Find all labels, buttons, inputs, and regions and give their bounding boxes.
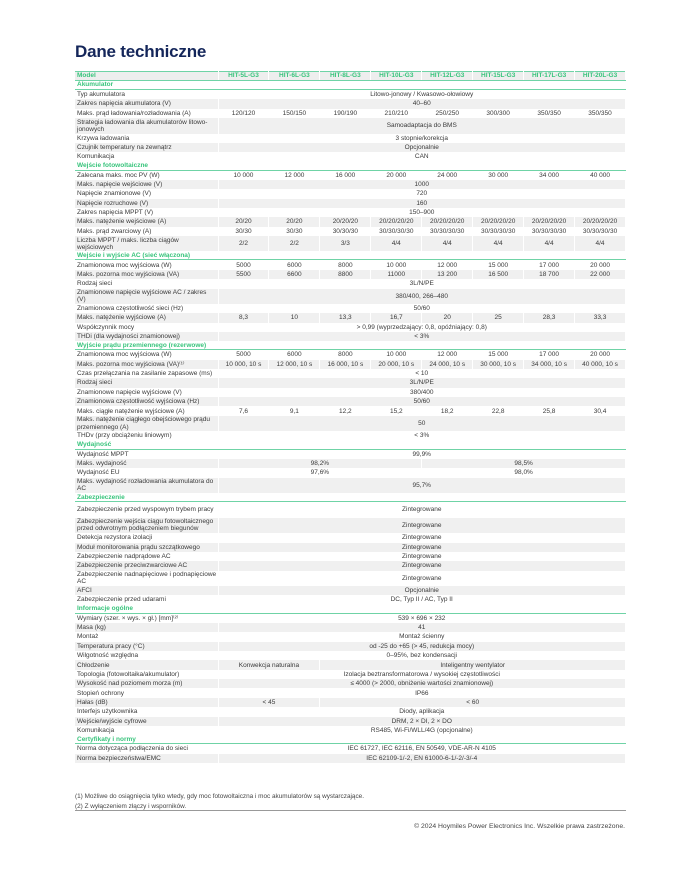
spec-value: 3L/N/PE bbox=[218, 378, 626, 387]
spec-row bbox=[75, 152, 626, 161]
spec-value: Zintegrowane bbox=[218, 502, 626, 518]
spec-value: 350/350 bbox=[575, 109, 626, 118]
spec-value: 30/30/30/30 bbox=[524, 227, 575, 236]
spec-value: Montaż ścienny bbox=[218, 632, 626, 641]
spec-value: 8,3 bbox=[218, 313, 269, 322]
spec-value: 50 bbox=[218, 416, 626, 432]
spec-value: 20/20/20/20 bbox=[371, 217, 422, 226]
spec-value: Izolacja beztransformatorowa / wysokiej częstotliwości bbox=[218, 670, 626, 679]
spec-row bbox=[75, 332, 626, 341]
spec-label: Maks. napięcie wejściowe (V) bbox=[75, 180, 218, 189]
footnote: (2) Z wyłączeniem złączy i wsporników. bbox=[75, 803, 187, 810]
spec-row bbox=[75, 109, 626, 118]
spec-label: Stopień ochrony bbox=[75, 688, 218, 697]
spec-label: Zabezpieczenie przed wyspowym trybem pracy bbox=[75, 502, 218, 518]
spec-value: 16,7 bbox=[371, 313, 422, 322]
spec-row bbox=[75, 651, 626, 660]
spec-value: 40 000, 10 s bbox=[575, 360, 626, 369]
spec-label: Czas przełączania na zasilanie zapasowe (ms) bbox=[75, 369, 218, 378]
spec-value: 30/30 bbox=[218, 227, 269, 236]
spec-row bbox=[75, 613, 626, 623]
spec-value: 10 000 bbox=[371, 260, 422, 270]
spec-row bbox=[75, 208, 626, 217]
spec-value: 12,2 bbox=[320, 406, 371, 415]
spec-value: 10 000, 10 s bbox=[218, 360, 269, 369]
spec-label: THDv (przy obciążeniu liniowym) bbox=[75, 431, 218, 440]
spec-label: Chłodzenie bbox=[75, 660, 218, 669]
spec-row bbox=[75, 313, 626, 322]
spec-value: 16 000 bbox=[320, 170, 371, 180]
spec-label: Maks. ciągłe natężenie wyjściowe (A) bbox=[75, 406, 218, 415]
spec-value: 30/30/30/30 bbox=[473, 227, 524, 236]
copyright: © 2024 Hoymiles Power Electronics Inc. Wszelkie prawa zastrzeżone. bbox=[414, 823, 625, 830]
spec-value: 8800 bbox=[320, 270, 371, 279]
spec-label: Maks. wydajność bbox=[75, 459, 218, 468]
spec-value: 4/4 bbox=[371, 236, 422, 252]
spec-value: 30/30/30/30 bbox=[371, 227, 422, 236]
footnote: (1) Możliwe do osiągnięcia tylko wtedy, gdy moc fotowoltaiczna i moc akumulatorów są wystarczające. bbox=[75, 793, 364, 800]
spec-value: 15 000 bbox=[473, 260, 524, 270]
spec-label: Masa (kg) bbox=[75, 623, 218, 632]
spec-row bbox=[75, 118, 626, 134]
spec-value: 10 000 bbox=[371, 350, 422, 360]
spec-value: 98,0% bbox=[422, 468, 626, 477]
spec-label: Współczynnik mocy bbox=[75, 323, 218, 332]
spec-row bbox=[75, 406, 626, 415]
spec-row bbox=[75, 698, 626, 707]
section-header-row bbox=[75, 735, 626, 744]
spec-value: 41 bbox=[218, 623, 626, 632]
spec-label: Znamionowa częstotliwość wyjściowa (Hz) bbox=[75, 397, 218, 406]
spec-value: 6600 bbox=[269, 270, 320, 279]
spec-row bbox=[75, 660, 626, 669]
spec-row bbox=[75, 744, 626, 754]
spec-label: Napięcie znamionowe (V) bbox=[75, 189, 218, 198]
spec-value: 18 700 bbox=[524, 270, 575, 279]
spec-value: < 45 bbox=[218, 698, 320, 707]
footnotes bbox=[75, 792, 364, 812]
spec-value: 24 000 bbox=[422, 170, 473, 180]
model-name: HIT-5L-G3 bbox=[218, 72, 269, 81]
spec-label: Znamionowe napięcie wyjściowe AC / zakres (V) bbox=[75, 289, 218, 305]
spec-row bbox=[75, 323, 626, 332]
spec-value: 6000 bbox=[269, 260, 320, 270]
spec-row bbox=[75, 304, 626, 313]
model-name: HIT-10L-G3 bbox=[371, 72, 422, 81]
spec-value: 97,6% bbox=[218, 468, 422, 477]
spec-value: 380/400 bbox=[218, 388, 626, 397]
spec-value: 3/3 bbox=[320, 236, 371, 252]
spec-value: Zintegrowane bbox=[218, 518, 626, 534]
model-header-label: Model bbox=[75, 72, 218, 81]
spec-value: < 3% bbox=[218, 332, 626, 341]
spec-label: Maks. natężenie wejściowe (A) bbox=[75, 217, 218, 226]
spec-value: 4/4 bbox=[473, 236, 524, 252]
spec-label: Zabezpieczenie przed udarami bbox=[75, 595, 218, 604]
spec-value: 25 bbox=[473, 313, 524, 322]
spec-value: 30/30 bbox=[269, 227, 320, 236]
spec-value: 2/2 bbox=[269, 236, 320, 252]
spec-label: Strategia ładowania dla akumulatorów litowo-jonowych bbox=[75, 118, 218, 134]
spec-value: Zintegrowane bbox=[218, 571, 626, 587]
spec-value: IEC 61727, IEC 62116, EN 50549, VDE-AR-N 4105 bbox=[218, 744, 626, 754]
spec-label: Zabezpieczenie wejścia ciągu fotowoltaicznego przed odwrotnym podłączeniem biegunów bbox=[75, 518, 218, 534]
spec-label: Komunikacja bbox=[75, 152, 218, 161]
spec-value: 12 000, 10 s bbox=[269, 360, 320, 369]
spec-label: Maks. natężenie wyjściowe (A) bbox=[75, 313, 218, 322]
spec-value: 4/4 bbox=[575, 236, 626, 252]
section-header-row bbox=[75, 162, 626, 171]
spec-value: 20/20 bbox=[218, 217, 269, 226]
spec-label: Rodzaj sieci bbox=[75, 378, 218, 387]
spec-value: 17 000 bbox=[524, 260, 575, 270]
spec-value: 20/20/20 bbox=[320, 217, 371, 226]
spec-row bbox=[75, 459, 626, 468]
spec-value: 17 000 bbox=[524, 350, 575, 360]
section-header-row bbox=[75, 341, 626, 350]
spec-label: Wysokość nad poziomem morza (m) bbox=[75, 679, 218, 688]
spec-label: Zabezpieczenie nadnapięciowe i podnapięciowe AC bbox=[77, 571, 217, 586]
spec-value: 15 000 bbox=[473, 350, 524, 360]
spec-value: Samoadaptacja do BMS bbox=[218, 118, 626, 134]
model-name: HIT-17L-G3 bbox=[524, 72, 575, 81]
spec-value: 4/4 bbox=[524, 236, 575, 252]
spec-value: 7,6 bbox=[218, 406, 269, 415]
spec-value: Zintegrowane bbox=[218, 533, 626, 542]
spec-label: Maks. prąd ładowania/rozładowania (A) bbox=[75, 109, 218, 118]
spec-value: 20 000, 10 s bbox=[371, 360, 422, 369]
spec-row bbox=[75, 378, 626, 387]
spec-label: Topologia (fotowoltaika/akumulator) bbox=[75, 670, 218, 679]
spec-row bbox=[75, 416, 626, 432]
spec-value: 120/120 bbox=[218, 109, 269, 118]
model-name: HIT-20L-G3 bbox=[575, 72, 626, 81]
spec-row bbox=[75, 199, 626, 208]
section-title: Akumulator bbox=[75, 81, 626, 90]
spec-row bbox=[75, 632, 626, 641]
spec-value: 15,2 bbox=[371, 406, 422, 415]
spec-label: Wydajność MPPT bbox=[75, 449, 218, 459]
spec-value: Opcjonalnie bbox=[218, 143, 626, 152]
spec-value: Diody, aplikacja bbox=[218, 707, 626, 716]
spec-value: 50/60 bbox=[218, 397, 626, 406]
spec-row bbox=[75, 726, 626, 735]
spec-value: Litowo-jonowy / Kwasowo-ołowiowy bbox=[218, 90, 626, 100]
spec-value: 20 000 bbox=[371, 170, 422, 180]
spec-label: Wydajność EU bbox=[75, 468, 218, 477]
spec-value: od -25 do +65 (> 45, redukcja mocy) bbox=[218, 642, 626, 651]
spec-row bbox=[75, 679, 626, 688]
spec-value: Konwekcja naturalna bbox=[218, 660, 320, 669]
spec-value: 98,5% bbox=[422, 459, 626, 468]
spec-value: 30/30/30/30 bbox=[422, 227, 473, 236]
spec-label: AFCI bbox=[75, 586, 218, 595]
section-header-row bbox=[75, 441, 626, 450]
spec-label: Znamionowa moc wyjściowa (W) bbox=[75, 260, 218, 270]
section-title: Wydajność bbox=[75, 441, 626, 450]
spec-row bbox=[75, 90, 626, 100]
spec-row bbox=[75, 586, 626, 595]
spec-label: Norma bezpieczeństwa/EMC bbox=[75, 754, 218, 763]
section-title: Wejście i wyjście AC (sieć włączona) bbox=[75, 251, 626, 260]
model-name: HIT-6L-G3 bbox=[269, 72, 320, 81]
spec-label: Montaż bbox=[75, 632, 218, 641]
spec-label: Znamionowa moc wyjściowa (W) bbox=[75, 350, 218, 360]
spec-row bbox=[75, 227, 626, 236]
spec-value: 10 bbox=[269, 313, 320, 322]
spec-value: 24 000, 10 s bbox=[422, 360, 473, 369]
footer-divider bbox=[75, 810, 626, 811]
spec-value: 95,7% bbox=[218, 478, 626, 494]
spec-row bbox=[75, 478, 626, 494]
spec-label: Maks. prąd zwarciowy (A) bbox=[75, 227, 218, 236]
spec-value: 1000 bbox=[218, 180, 626, 189]
spec-label: Liczba MPPT / maks. liczba ciągów wejściowych bbox=[75, 236, 218, 252]
spec-value: 28,3 bbox=[524, 313, 575, 322]
spec-value: CAN bbox=[218, 152, 626, 161]
spec-value: 30/30/30/30 bbox=[575, 227, 626, 236]
spec-label: Temperatura pracy (°C) bbox=[75, 642, 218, 651]
spec-label: Napięcie rozruchowe (V) bbox=[75, 199, 218, 208]
model-header-row bbox=[75, 72, 626, 81]
section-header-row bbox=[75, 493, 626, 502]
spec-value: DRM, 2 × DI, 2 × DO bbox=[218, 717, 626, 726]
spec-value: 20/20/20/20 bbox=[524, 217, 575, 226]
spec-label: Norma dotycząca podłączenia do sieci bbox=[75, 744, 218, 754]
spec-value: > 0,99 (wyprzedzający: 0,8, opóźniający: 0,8) bbox=[218, 323, 626, 332]
spec-value: 16 000, 10 s bbox=[320, 360, 371, 369]
section-header-row bbox=[75, 251, 626, 260]
spec-label: Znamionowe napięcie wyjściowe (V) bbox=[75, 388, 218, 397]
spec-label: Typ akumulatora bbox=[75, 90, 218, 100]
spec-row bbox=[75, 543, 626, 552]
spec-value: 3L/N/PE bbox=[218, 279, 626, 288]
spec-row bbox=[75, 369, 626, 378]
spec-row bbox=[75, 397, 626, 406]
spec-row bbox=[75, 170, 626, 180]
spec-label: Detekcja rezystora izolacji bbox=[75, 533, 218, 542]
spec-value: IEC 62109-1/-2, EN 61000-6-1/-2/-3/-4 bbox=[218, 754, 626, 763]
spec-row bbox=[75, 99, 626, 108]
section-title: Certyfikaty i normy bbox=[75, 735, 626, 744]
spec-label: Wejście/wyjście cyfrowe bbox=[75, 717, 218, 726]
spec-row bbox=[75, 217, 626, 226]
spec-row bbox=[75, 468, 626, 477]
spec-value: 3 stopnie/korekcja bbox=[218, 134, 626, 143]
spec-value: 6000 bbox=[269, 350, 320, 360]
spec-row bbox=[75, 180, 626, 189]
spec-row bbox=[75, 561, 626, 570]
model-name: HIT-12L-G3 bbox=[422, 72, 473, 81]
spec-value: 99,9% bbox=[218, 449, 626, 459]
spec-value: 210/210 bbox=[371, 109, 422, 118]
spec-label: Komunikacja bbox=[75, 726, 218, 735]
spec-value: 12 000 bbox=[269, 170, 320, 180]
spec-row bbox=[75, 533, 626, 542]
spec-value: 40 000 bbox=[575, 170, 626, 180]
spec-row bbox=[75, 754, 626, 763]
spec-value: 5500 bbox=[218, 270, 269, 279]
spec-value: 300/300 bbox=[473, 109, 524, 118]
spec-value: 16 500 bbox=[473, 270, 524, 279]
spec-value: 34 000, 10 s bbox=[524, 360, 575, 369]
spec-label: Znamionowa częstotliwość sieci (Hz) bbox=[75, 304, 218, 313]
spec-label: Interfejs użytkownika bbox=[75, 707, 218, 716]
spec-value: 5000 bbox=[218, 350, 269, 360]
spec-value: 150/150 bbox=[269, 109, 320, 118]
spec-label: Hałas (dB) bbox=[75, 698, 218, 707]
spec-label: Zabezpieczenie nadprądowe AC bbox=[75, 552, 218, 561]
spec-row bbox=[75, 688, 626, 697]
spec-value: 8000 bbox=[320, 260, 371, 270]
spec-row bbox=[75, 360, 626, 369]
spec-row bbox=[75, 707, 626, 716]
spec-value: 22 000 bbox=[575, 270, 626, 279]
spec-row bbox=[75, 134, 626, 143]
spec-row bbox=[75, 595, 626, 604]
page-title: Dane techniczne bbox=[75, 42, 207, 61]
spec-label: Zalecana maks. moc PV (W) bbox=[75, 170, 218, 180]
spec-label: Czujnik temperatury na zewnątrz bbox=[75, 143, 218, 152]
section-header-row bbox=[75, 605, 626, 614]
spec-value: < 3% bbox=[218, 431, 626, 440]
spec-value: Zintegrowane bbox=[218, 561, 626, 570]
spec-value: 150–900 bbox=[218, 208, 626, 217]
spec-row bbox=[75, 623, 626, 632]
spec-value: 9,1 bbox=[269, 406, 320, 415]
spec-value: 13,3 bbox=[320, 313, 371, 322]
spec-row bbox=[75, 260, 626, 270]
spec-label: Wilgotność względna bbox=[75, 651, 218, 660]
section-title: Zabezpieczenie bbox=[75, 493, 626, 502]
spec-value: 4/4 bbox=[422, 236, 473, 252]
section-title: Wyjście prądu przemiennego (rezerwowe) bbox=[75, 341, 626, 350]
spec-value: 25,8 bbox=[524, 406, 575, 415]
spec-value: 30,4 bbox=[575, 406, 626, 415]
spec-value: 160 bbox=[218, 199, 626, 208]
spec-value: Zintegrowane bbox=[218, 552, 626, 561]
spec-value: 250/250 bbox=[422, 109, 473, 118]
spec-row bbox=[75, 642, 626, 651]
spec-label: Maks. pozorna moc wyjściowa (VA)⁽¹⁾ bbox=[75, 360, 218, 369]
spec-label: Zakres napięcia MPPT (V) bbox=[75, 208, 218, 217]
spec-value: < 10 bbox=[218, 369, 626, 378]
spec-value: 8000 bbox=[320, 350, 371, 360]
spec-row bbox=[75, 518, 626, 534]
section-header-row bbox=[75, 81, 626, 90]
spec-value: 190/190 bbox=[320, 109, 371, 118]
spec-value: RS485, Wi-Fi/WLL/4G (opcjonalne) bbox=[218, 726, 626, 735]
spec-value: 5000 bbox=[218, 260, 269, 270]
spec-value: Inteligentny wentylator bbox=[320, 660, 626, 669]
spec-label: Moduł monitorowania prądu szczątkowego bbox=[75, 543, 218, 552]
spec-table-body bbox=[75, 72, 626, 763]
model-name: HIT-15L-G3 bbox=[473, 72, 524, 81]
spec-value: 20/20/20/20 bbox=[575, 217, 626, 226]
spec-label: THDi (dla wydajności znamionowej) bbox=[75, 332, 218, 341]
spec-value: 30/30/30 bbox=[320, 227, 371, 236]
spec-row bbox=[75, 431, 626, 440]
spec-row bbox=[75, 189, 626, 198]
spec-value: ≤ 4000 (> 2000, obniżenie wartości znamionowej) bbox=[218, 679, 626, 688]
spec-row bbox=[75, 350, 626, 360]
spec-value: 30 000, 10 s bbox=[473, 360, 524, 369]
spec-label: Maks. wydajność rozładowania akumulatora do AC bbox=[75, 478, 218, 494]
spec-label: Rodzaj sieci bbox=[75, 279, 218, 288]
spec-row bbox=[75, 449, 626, 459]
spec-row bbox=[75, 571, 626, 587]
spec-value: 12 000 bbox=[422, 260, 473, 270]
spec-row bbox=[75, 502, 626, 518]
spec-value: 720 bbox=[218, 189, 626, 198]
spec-label: Maks. natężenie ciągłego obejściowego prądu przemiennego (A) bbox=[75, 416, 218, 432]
spec-value: 380/400, 266–480 bbox=[218, 289, 626, 305]
spec-row bbox=[75, 670, 626, 679]
spec-value: 20/20/20/20 bbox=[422, 217, 473, 226]
spec-value: 10 000 bbox=[218, 170, 269, 180]
spec-value: 350/350 bbox=[524, 109, 575, 118]
spec-value: 22,8 bbox=[473, 406, 524, 415]
section-title: Informacje ogólne bbox=[75, 605, 626, 614]
spec-row bbox=[75, 552, 626, 561]
spec-value: 20 bbox=[422, 313, 473, 322]
spec-value: 20/20/20/20 bbox=[473, 217, 524, 226]
spec-value: 18,2 bbox=[422, 406, 473, 415]
spec-row bbox=[75, 236, 626, 252]
spec-row bbox=[75, 270, 626, 279]
spec-value: 539 × 696 × 232 bbox=[218, 613, 626, 623]
spec-value: 2/2 bbox=[218, 236, 269, 252]
spec-row bbox=[75, 289, 626, 305]
spec-label: Krzywa ładowania bbox=[75, 134, 218, 143]
spec-value: IP66 bbox=[218, 688, 626, 697]
spec-value: 11000 bbox=[371, 270, 422, 279]
model-name: HIT-8L-G3 bbox=[320, 72, 371, 81]
spec-label: Zakres napięcia akumulatora (V) bbox=[75, 99, 218, 108]
spec-value: 50/60 bbox=[218, 304, 626, 313]
spec-value: DC, Typ II / AC, Typ II bbox=[218, 595, 626, 604]
section-title: Wejście fotowoltaiczne bbox=[75, 162, 626, 171]
spec-value: 12 000 bbox=[422, 350, 473, 360]
spec-value: Zintegrowane bbox=[218, 543, 626, 552]
spec-label: Zabezpieczenie przeciwzwarciowe AC bbox=[75, 561, 218, 570]
spec-label: Wymiary (szer. × wys. × gł.) [mm]⁽²⁾ bbox=[75, 613, 218, 623]
spec-value: 40–60 bbox=[218, 99, 626, 108]
spec-row bbox=[75, 279, 626, 288]
spec-value: 98,2% bbox=[218, 459, 422, 468]
spec-row bbox=[75, 717, 626, 726]
spec-table bbox=[75, 71, 626, 763]
spec-value: 30 000 bbox=[473, 170, 524, 180]
spec-value: 0–95%, bez kondensacji bbox=[218, 651, 626, 660]
spec-value: 33,3 bbox=[575, 313, 626, 322]
spec-value: 20/20 bbox=[269, 217, 320, 226]
spec-label: Maks. pozorna moc wyjściowa (VA) bbox=[75, 270, 218, 279]
spec-value: 34 000 bbox=[524, 170, 575, 180]
spec-row bbox=[75, 388, 626, 397]
spec-value: 13 200 bbox=[422, 270, 473, 279]
spec-value: 20 000 bbox=[575, 260, 626, 270]
spec-value: Opcjonalnie bbox=[218, 586, 626, 595]
spec-row bbox=[75, 143, 626, 152]
spec-value: < 60 bbox=[320, 698, 626, 707]
spec-value: 20 000 bbox=[575, 350, 626, 360]
